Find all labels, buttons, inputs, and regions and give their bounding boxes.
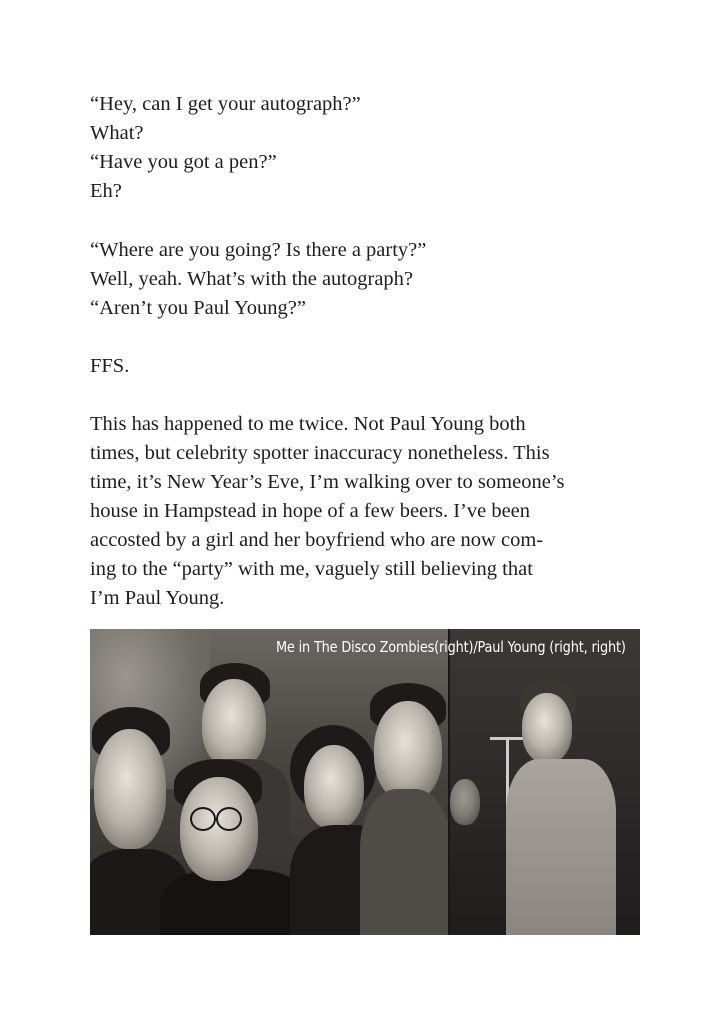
dialogue-block-1 bbox=[90, 90, 650, 206]
story-paragraph bbox=[90, 410, 650, 613]
paragraph-line: times, but celebrity spotter inaccuracy nonetheless. This bbox=[90, 442, 550, 464]
disco-zombies-photo bbox=[90, 629, 450, 935]
exclamation-text: FFS. bbox=[90, 355, 130, 377]
paragraph-line: ing to the “party” with me, vaguely still believing that bbox=[90, 558, 533, 580]
photo-caption: Me in The Disco Zombies(right)/Paul Young (right, right) bbox=[276, 638, 626, 656]
paragraph-line: house in Hampstead in hope of a few beers. I’ve been bbox=[90, 500, 531, 522]
paul-young-photo bbox=[450, 629, 640, 935]
paragraph-line: This has happened to me twice. Not Paul Young both bbox=[90, 413, 526, 435]
dialogue-line: “Where are you going? Is there a party?” bbox=[90, 239, 427, 261]
dialogue-block-2 bbox=[90, 236, 650, 323]
dialogue-line: “Hey, can I get your autograph?” bbox=[90, 93, 361, 115]
dialogue-line: What? bbox=[90, 122, 144, 144]
paragraph-line: I’m Paul Young. bbox=[90, 587, 225, 609]
band-photo-collage bbox=[90, 629, 640, 935]
dialogue-line: “Have you got a pen?” bbox=[90, 151, 277, 173]
exclamation-line bbox=[90, 352, 650, 381]
dialogue-line: Eh? bbox=[90, 180, 122, 202]
dialogue-line: Well, yeah. What’s with the autograph? bbox=[90, 268, 414, 290]
paragraph-line: accosted by a girl and her boyfriend who are now com- bbox=[90, 529, 544, 551]
paragraph-line: time, it’s New Year’s Eve, I’m walking over to someone’s bbox=[90, 471, 565, 493]
dialogue-line: “Aren’t you Paul Young?” bbox=[90, 297, 306, 319]
